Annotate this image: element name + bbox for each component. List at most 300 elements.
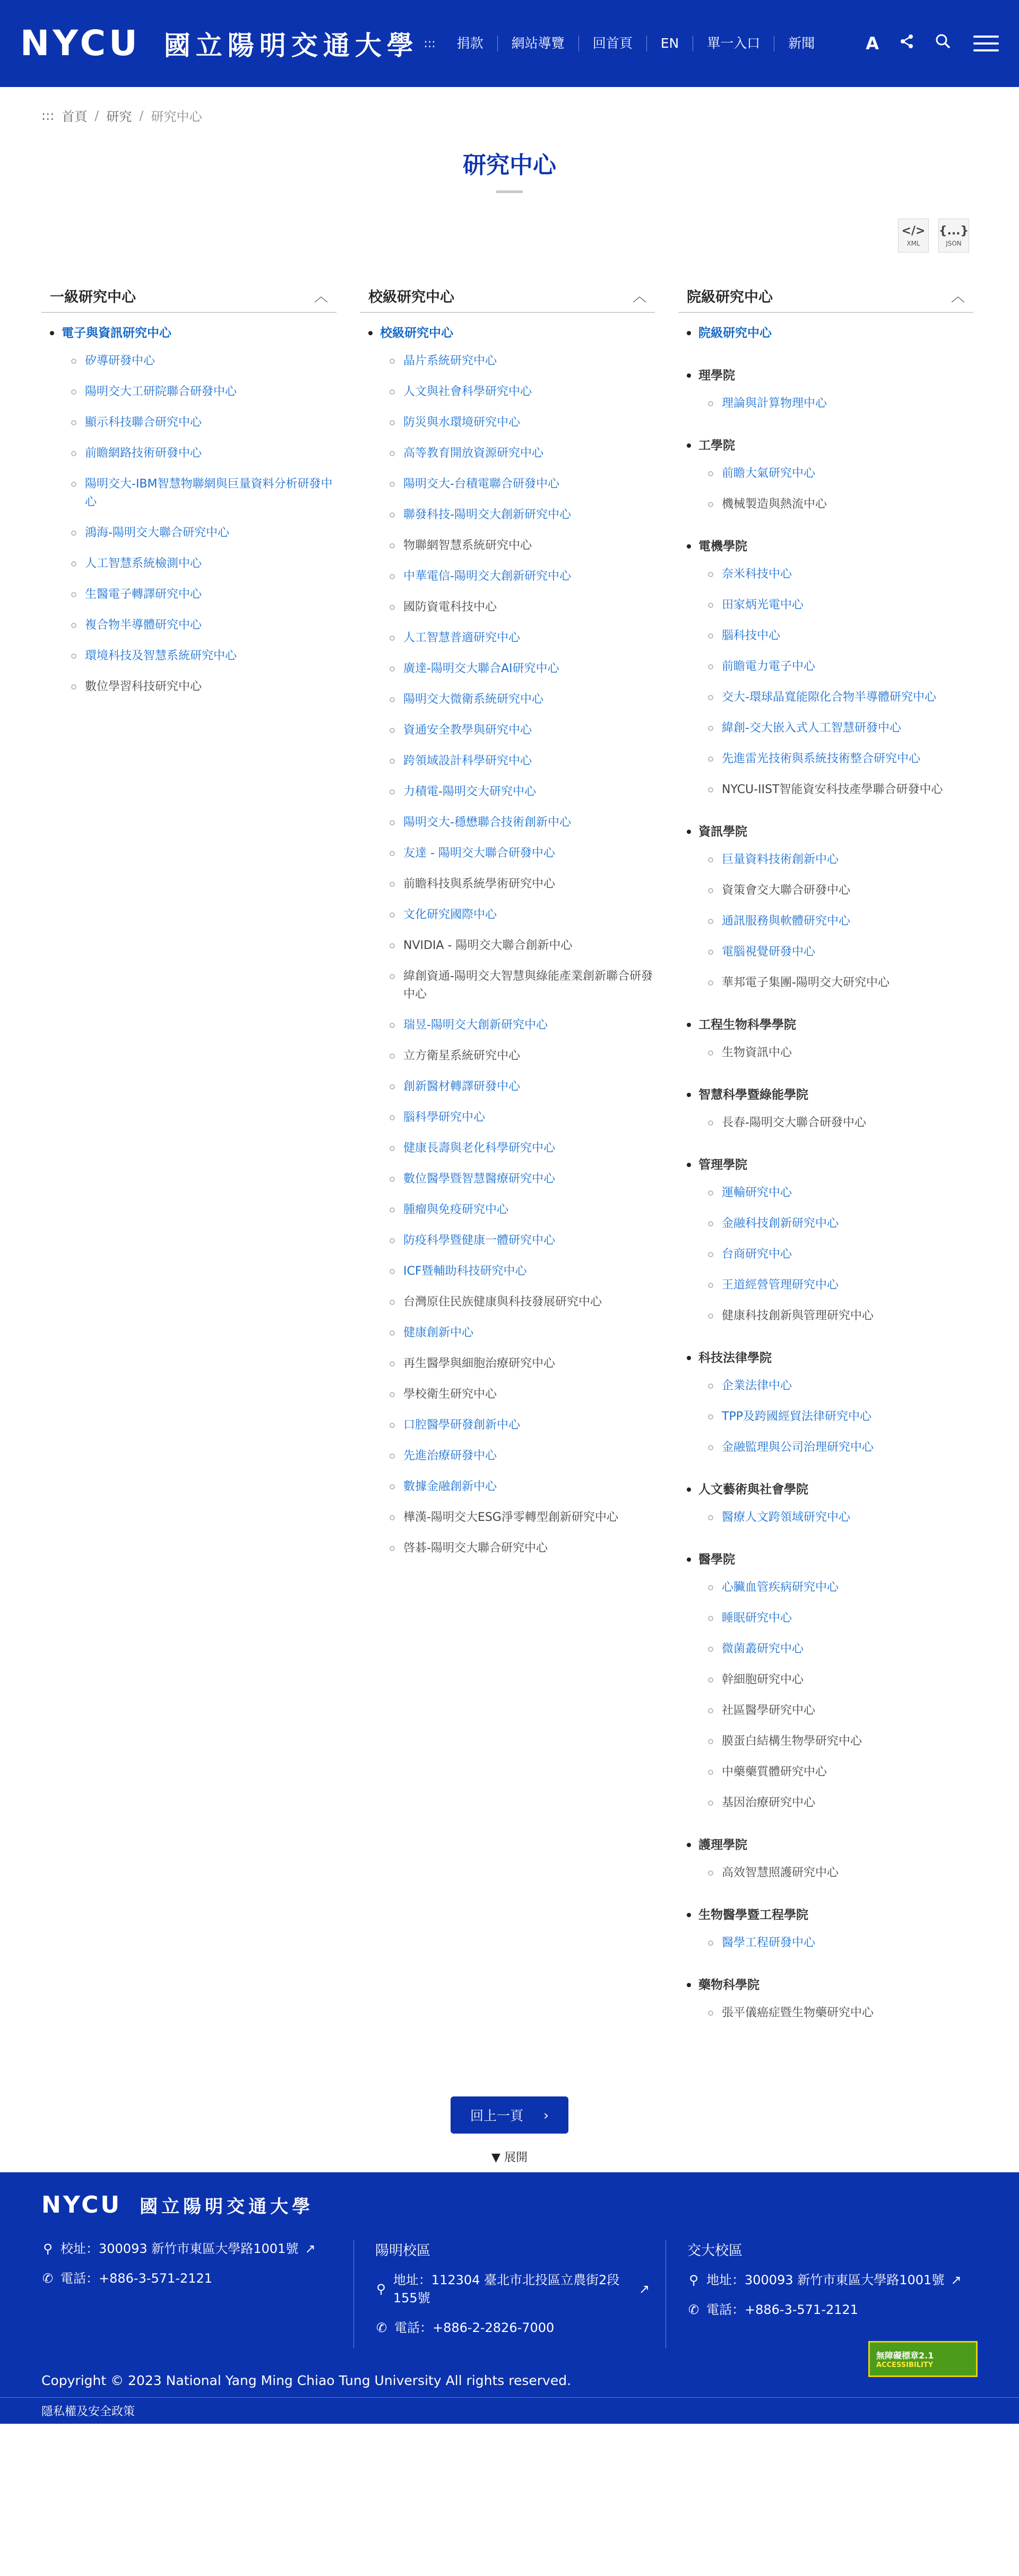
center-item[interactable] — [390, 1139, 655, 1158]
center-item[interactable] — [708, 1439, 973, 1457]
center-item[interactable] — [390, 660, 655, 678]
nav-home[interactable]: 回首頁 — [578, 36, 646, 51]
center-item-label: 資策會交大聯合研發中心 — [722, 884, 851, 897]
share-icon[interactable] — [899, 33, 915, 54]
center-item[interactable] — [71, 475, 336, 511]
center-item-label: 鴻海-陽明交大聯合研究中心 — [85, 526, 229, 539]
circle-bullet-icon — [708, 1221, 713, 1226]
nav-portal[interactable]: 單一入口 — [693, 36, 774, 51]
center-item[interactable] — [708, 627, 973, 645]
back-button[interactable] — [451, 2096, 568, 2134]
center-item[interactable] — [390, 1478, 655, 1496]
center-item[interactable] — [390, 352, 655, 370]
group-name: 院級研究中心 — [698, 326, 772, 340]
back-button-label: 回上一頁 — [470, 2108, 523, 2124]
center-item-label: 資通安全教學與研究中心 — [403, 724, 532, 737]
center-item — [708, 974, 973, 992]
center-list — [687, 1934, 973, 1952]
circle-bullet-icon — [390, 789, 395, 795]
site-header — [0, 0, 1019, 87]
center-item-label: 健康創新中心 — [403, 1326, 474, 1339]
center-item[interactable] — [390, 845, 655, 863]
center-item-label: 交大-環球晶寬能隙化合物半導體研究中心 — [722, 691, 936, 704]
center-item-label: 數位學習科技研究中心 — [85, 680, 202, 693]
circle-bullet-icon — [708, 401, 713, 406]
address-text: 地址：112304 臺北市北投區立農街2段155號 — [393, 2273, 620, 2305]
center-group — [687, 1480, 973, 1527]
center-item-label: 社區醫學研究中心 — [722, 1704, 816, 1717]
center-item[interactable] — [708, 912, 973, 930]
center-item-label: 矽導研發中心 — [85, 354, 156, 368]
center-item[interactable] — [71, 586, 336, 604]
center-item[interactable] — [390, 721, 655, 739]
circle-bullet-icon — [390, 912, 395, 918]
title-underline — [496, 190, 523, 193]
center-item — [708, 1671, 973, 1689]
center-list — [687, 1184, 973, 1325]
group-heading[interactable] — [368, 324, 655, 343]
center-item-label: 醫療人文跨領域研究中心 — [722, 1511, 851, 1524]
menu-icon[interactable] — [973, 36, 999, 51]
circle-bullet-icon — [71, 654, 76, 659]
bullet-icon — [687, 1023, 691, 1027]
center-item-label: 睡眠研究中心 — [722, 1612, 792, 1625]
center-item[interactable] — [390, 1078, 655, 1096]
center-item-label: 前瞻科技與系統學術研究中心 — [403, 877, 556, 891]
center-item[interactable] — [390, 906, 655, 924]
accesskey-marker[interactable]: ::: — [41, 108, 55, 123]
center-item-label: 機械製造與熱流中心 — [722, 498, 827, 511]
circle-bullet-icon — [708, 1383, 713, 1389]
group-name: 智慧科學暨綠能學院 — [698, 1088, 808, 1102]
center-item[interactable] — [708, 1509, 973, 1527]
campus-phone[interactable] — [41, 2269, 338, 2287]
column-header[interactable] — [41, 279, 336, 313]
circle-bullet-icon — [708, 1940, 713, 1946]
circle-bullet-icon — [708, 787, 713, 793]
center-item[interactable] — [71, 383, 336, 401]
search-icon[interactable] — [935, 33, 951, 54]
circle-bullet-icon — [390, 605, 395, 610]
circle-bullet-icon — [708, 2011, 713, 2016]
center-group — [687, 537, 973, 799]
circle-bullet-icon — [71, 389, 76, 395]
breadcrumb-current: 研究中心 — [151, 109, 202, 124]
center-item-label: 心臟血管疾病研究中心 — [722, 1581, 839, 1594]
circle-bullet-icon — [390, 1330, 395, 1336]
center-item-label: 物聯網智慧系統研究中心 — [403, 539, 532, 552]
accessibility-badge[interactable] — [868, 2341, 978, 2377]
center-item-label: 顯示科技聯合研究中心 — [85, 416, 202, 429]
phone-icon: ✆ — [376, 2320, 387, 2335]
group-heading — [687, 1480, 973, 1499]
center-item-label: ICF暨輔助科技研究中心 — [403, 1265, 527, 1278]
center-item-label: 前瞻大氣研究中心 — [722, 467, 816, 480]
center-item — [708, 1733, 973, 1751]
center-item-label: 緯創-交大嵌入式人工智慧研發中心 — [722, 721, 901, 735]
circle-bullet-icon — [708, 1414, 713, 1420]
footer-logo: NYCU — [41, 2191, 122, 2218]
center-item-label: 力積電-陽明交大研究中心 — [403, 785, 536, 798]
center-item-label: 膜蛋白結構生物學研究中心 — [722, 1735, 862, 1748]
circle-bullet-icon — [708, 1445, 713, 1450]
center-group — [50, 324, 336, 696]
center-item-label: TPP及跨國經貿法律研究中心 — [722, 1410, 871, 1423]
circle-bullet-icon — [390, 697, 395, 702]
circle-bullet-icon — [390, 1207, 395, 1213]
circle-bullet-icon — [390, 1484, 395, 1490]
circle-bullet-icon — [390, 1269, 395, 1274]
circle-bullet-icon — [390, 1054, 395, 1059]
font-size-icon[interactable]: A — [866, 33, 879, 54]
center-item-label: 巨量資料技術創新中心 — [722, 853, 839, 866]
group-heading — [687, 1085, 973, 1104]
circle-bullet-icon — [390, 1300, 395, 1305]
breadcrumb-separator: / — [139, 108, 144, 123]
center-item-label: 晶片系統研究中心 — [403, 354, 497, 368]
circle-bullet-icon — [708, 572, 713, 577]
center-list — [687, 1864, 973, 1882]
circle-bullet-icon — [390, 451, 395, 456]
circle-bullet-icon — [71, 451, 76, 456]
center-item — [390, 937, 655, 955]
campus-phone[interactable] — [375, 2319, 650, 2337]
center-list — [687, 851, 973, 992]
center-item-label: 友達 - 陽明交大聯合研發中心 — [403, 847, 555, 860]
column-header[interactable] — [360, 279, 655, 313]
bullet-icon — [687, 1913, 691, 1917]
center-item[interactable] — [708, 565, 973, 584]
center-item — [390, 1355, 655, 1373]
circle-bullet-icon — [708, 1770, 713, 1775]
chevron-up-icon[interactable]: ︿ — [314, 289, 328, 305]
circle-bullet-icon — [71, 530, 76, 536]
center-item-label: 文化研究國際中心 — [403, 908, 497, 921]
nav-news[interactable]: 新聞 — [774, 36, 828, 51]
center-item-label: 學校衛生研究中心 — [403, 1388, 497, 1401]
center-item[interactable] — [390, 1447, 655, 1465]
center-item-label: 王道經營管理研究中心 — [722, 1278, 839, 1292]
circle-bullet-icon — [708, 1585, 713, 1590]
center-item-label: 防疫科學暨健康一體研究中心 — [403, 1234, 556, 1247]
circle-bullet-icon — [390, 389, 395, 395]
circle-bullet-icon — [390, 1084, 395, 1090]
group-heading — [687, 1155, 973, 1174]
center-item-label: 理論與計算物理中心 — [722, 397, 827, 410]
center-item[interactable] — [390, 1416, 655, 1434]
center-item[interactable] — [708, 1408, 973, 1426]
center-item-label: 瑞昱-陽明交大創新研究中心 — [403, 1019, 548, 1032]
center-item[interactable] — [708, 1579, 973, 1597]
bullet-icon — [687, 1843, 691, 1847]
bullet-icon — [687, 1163, 691, 1167]
center-item[interactable] — [390, 814, 655, 832]
xml-feed-button[interactable] — [898, 219, 929, 253]
copyright: Copyright © 2023 National Yang Ming Chiao Tung University All rights reserved. — [41, 2373, 572, 2388]
footer-campuses — [41, 2240, 978, 2348]
group-heading — [687, 436, 973, 455]
center-item-label: 跨領域設計科學研究中心 — [403, 754, 532, 768]
center-item[interactable] — [708, 1934, 973, 1952]
json-label: JSON — [946, 239, 962, 247]
phone-icon: ✆ — [42, 2271, 54, 2286]
campus-address[interactable] — [41, 2240, 338, 2258]
center-item — [390, 1047, 655, 1065]
bullet-icon — [687, 443, 691, 448]
column-title: 校級研究中心 — [368, 289, 454, 306]
center-item[interactable] — [708, 395, 973, 413]
center-item[interactable] — [708, 658, 973, 676]
center-item[interactable] — [390, 506, 655, 524]
center-item-label: 聯發科技-陽明交大創新研究中心 — [403, 508, 571, 521]
circle-bullet-icon — [71, 420, 76, 425]
circle-bullet-icon — [390, 574, 395, 579]
center-item[interactable] — [390, 1201, 655, 1219]
center-item-label: 數據金融創新中心 — [403, 1480, 497, 1493]
center-item — [708, 1702, 973, 1720]
center-item[interactable] — [708, 596, 973, 614]
center-item[interactable] — [390, 475, 655, 493]
center-item[interactable] — [708, 851, 973, 869]
group-name: 藥物科學院 — [698, 1978, 759, 1992]
center-item-label: 數位醫學暨智慧醫療研究中心 — [403, 1172, 556, 1186]
center-item[interactable] — [390, 1232, 655, 1250]
center-list — [687, 1579, 973, 1812]
bullet-icon — [687, 544, 691, 549]
center-item[interactable] — [708, 1640, 973, 1658]
center-group — [687, 1975, 973, 2022]
group-heading — [687, 822, 973, 841]
circle-bullet-icon — [708, 502, 713, 507]
center-item-label: 華邦電子集團-陽明交大研究中心 — [722, 976, 890, 989]
external-link-icon[interactable]: ↗ — [951, 2273, 962, 2287]
center-group — [687, 1348, 973, 1457]
column-title: 一級研究中心 — [50, 289, 136, 306]
circle-bullet-icon — [708, 1800, 713, 1806]
center-item[interactable] — [71, 352, 336, 370]
center-group — [368, 324, 655, 1557]
center-item-label: 金融監理與公司治理研究中心 — [722, 1441, 874, 1454]
center-group — [687, 1085, 973, 1132]
circle-bullet-icon — [708, 1870, 713, 1876]
center-item[interactable] — [708, 1609, 973, 1628]
group-name: 人文藝術與社會學院 — [698, 1483, 808, 1496]
center-item-label: 樺漢-陽明交大ESG淨零轉型創新研究中心 — [403, 1511, 618, 1524]
footer-brand — [41, 2191, 978, 2218]
center-item[interactable] — [390, 752, 655, 770]
group-heading — [687, 537, 973, 556]
group-name: 工程生物科學學院 — [698, 1018, 796, 1032]
center-item — [708, 1307, 973, 1325]
center-item-label: 防災與水環境研究中心 — [403, 416, 521, 429]
center-item[interactable] — [390, 1170, 655, 1188]
campus-phone[interactable] — [687, 2301, 962, 2319]
brand[interactable] — [20, 24, 419, 63]
center-item[interactable] — [390, 629, 655, 647]
center-item-label: 高等教育開放資源研究中心 — [403, 447, 544, 460]
badge-sub: ACCESSIBILITY — [876, 2361, 934, 2369]
center-group — [687, 1905, 973, 1952]
center-item-label: 創新醫材轉譯研發中心 — [403, 1080, 521, 1093]
center-item — [708, 882, 973, 900]
center-list — [368, 352, 655, 1557]
breadcrumb-research[interactable]: 研究 — [106, 109, 132, 124]
privacy-link[interactable]: 隱私權及安全政策 — [41, 2405, 135, 2418]
center-item-label: 前瞻電力電子中心 — [722, 660, 816, 673]
expand-toggle[interactable] — [0, 2148, 1019, 2165]
circle-bullet-icon — [390, 420, 395, 425]
circle-bullet-icon — [390, 1361, 395, 1367]
bullet-icon — [687, 1093, 691, 1097]
circle-bullet-icon — [708, 1647, 713, 1652]
breadcrumb-home[interactable]: 首頁 — [62, 109, 88, 124]
circle-bullet-icon — [708, 726, 713, 731]
group-name: 工學院 — [698, 439, 735, 452]
group-name: 護理學院 — [698, 1838, 747, 1852]
center-item-label: NVIDIA - 陽明交大聯合創新中心 — [403, 939, 573, 952]
center-item-label: 台灣原住民族健康與科技發展研究中心 — [403, 1295, 602, 1309]
group-heading — [687, 1835, 973, 1855]
center-item[interactable] — [71, 445, 336, 463]
center-item — [390, 598, 655, 616]
circle-bullet-icon — [390, 359, 395, 364]
bullet-icon — [687, 1983, 691, 1987]
center-item — [390, 875, 655, 893]
center-item-label: 人工智慧普適研究中心 — [403, 631, 521, 645]
center-item-label: 陽明交大-台積電聯合研發中心 — [403, 477, 559, 491]
center-item[interactable] — [71, 555, 336, 573]
nav-english[interactable]: EN — [646, 36, 693, 51]
column-header[interactable] — [678, 279, 973, 313]
campus-info — [353, 2240, 666, 2348]
center-item-label: 先進雷光技術與系統技術整合研究中心 — [722, 752, 921, 765]
center-item[interactable] — [390, 383, 655, 401]
center-item[interactable] — [390, 1263, 655, 1281]
center-item-label: 前瞻網路技術研發中心 — [85, 447, 202, 460]
campus-address[interactable] — [375, 2271, 650, 2307]
circle-bullet-icon — [390, 666, 395, 672]
group-heading[interactable] — [687, 324, 973, 343]
bullet-icon — [687, 1557, 691, 1562]
circle-bullet-icon — [708, 1313, 713, 1319]
nav-donate[interactable]: 捐款 — [456, 36, 483, 51]
address-text: 地址：300093 新竹市東區大學路1001號 — [706, 2273, 945, 2287]
center-item[interactable] — [71, 414, 336, 432]
circle-bullet-icon — [708, 756, 713, 762]
circle-bullet-icon — [708, 1120, 713, 1126]
campus-info — [666, 2240, 978, 2348]
group-name: 生物醫學暨工程學院 — [698, 1908, 808, 1922]
center-item[interactable] — [390, 1109, 655, 1127]
center-item[interactable] — [708, 1377, 973, 1395]
center-item[interactable] — [390, 1016, 655, 1034]
circle-bullet-icon — [390, 1392, 395, 1397]
accesskey-marker[interactable]: ::: — [424, 37, 436, 50]
back-wrap — [0, 2096, 1019, 2134]
group-name: 電機學院 — [698, 539, 747, 553]
center-item-label: 生醫電子轉譯研究中心 — [85, 588, 202, 601]
center-item[interactable] — [71, 616, 336, 634]
bullet-icon — [687, 1356, 691, 1360]
circle-bullet-icon — [708, 471, 713, 476]
circle-bullet-icon — [708, 1708, 713, 1713]
chevron-up-icon[interactable]: ︿ — [632, 289, 646, 305]
center-item-label: 企業法律中心 — [722, 1379, 792, 1393]
circle-bullet-icon — [71, 592, 76, 597]
center-item-label: 中華電信-陽明交大創新研究中心 — [403, 570, 571, 583]
circle-bullet-icon — [708, 1515, 713, 1520]
center-group — [687, 1015, 973, 1062]
nycu-logo[interactable]: NYCU — [20, 23, 141, 64]
center-item[interactable] — [390, 445, 655, 463]
code-icon: </> — [901, 224, 926, 238]
center-item[interactable] — [708, 1246, 973, 1264]
center-item — [708, 2004, 973, 2022]
external-link-icon[interactable]: ↗ — [638, 2282, 650, 2296]
group-heading[interactable] — [50, 324, 336, 343]
campus-title: 陽明校區 — [375, 2243, 431, 2259]
external-link-icon[interactable]: ↗ — [305, 2241, 316, 2256]
breadcrumb-separator: / — [94, 108, 99, 123]
center-item[interactable] — [708, 719, 973, 737]
center-item[interactable] — [71, 647, 336, 665]
center-item[interactable] — [708, 1276, 973, 1294]
campus-address[interactable] — [687, 2271, 962, 2289]
circle-bullet-icon — [390, 728, 395, 733]
center-item-label: 腦科技中心 — [722, 629, 781, 642]
center-item[interactable] — [390, 414, 655, 432]
circle-bullet-icon — [708, 695, 713, 700]
center-item[interactable] — [708, 943, 973, 961]
circle-bullet-icon — [390, 1454, 395, 1459]
center-item[interactable] — [390, 783, 655, 801]
bullet-icon — [687, 331, 691, 335]
circle-bullet-icon — [390, 512, 395, 518]
map-pin-icon: ⚲ — [376, 2282, 386, 2296]
chevron-up-icon[interactable]: ︿ — [951, 289, 965, 305]
xml-label: XML — [906, 239, 920, 247]
center-item-label: 奈米科技中心 — [722, 568, 792, 581]
center-item[interactable] — [71, 524, 336, 542]
triangle-down-icon: ▼ — [491, 2151, 500, 2164]
center-group — [687, 436, 973, 514]
center-item[interactable] — [390, 691, 655, 709]
json-feed-button[interactable] — [938, 219, 969, 253]
center-item-label: NYCU-IIST智能資安科技產學聯合研發中心 — [722, 783, 943, 796]
center-item[interactable] — [390, 568, 655, 586]
center-item[interactable] — [390, 1324, 655, 1342]
bullet-icon — [687, 830, 691, 834]
circle-bullet-icon — [390, 1423, 395, 1428]
center-item[interactable] — [708, 1184, 973, 1202]
center-item[interactable] — [708, 465, 973, 483]
nav-sitemap[interactable]: 網站導覽 — [497, 36, 578, 51]
bullet-icon — [687, 373, 691, 378]
school-name[interactable]: 國立陽明交通大學 — [163, 30, 419, 61]
center-item-label: 運輸研究中心 — [722, 1186, 792, 1199]
center-item[interactable] — [708, 1215, 973, 1233]
center-item-label: 長春-陽明交大聯合研發中心 — [722, 1116, 866, 1129]
column-title: 院級研究中心 — [687, 289, 773, 306]
center-item[interactable] — [708, 750, 973, 768]
center-item[interactable] — [708, 689, 973, 707]
circle-bullet-icon — [390, 882, 395, 887]
page-title: 研究中心 — [463, 152, 556, 179]
bullet-icon — [687, 1487, 691, 1492]
circle-bullet-icon — [390, 1115, 395, 1120]
center-item — [708, 1763, 973, 1781]
center-item-label: 中藥藥質體研究中心 — [722, 1765, 827, 1779]
